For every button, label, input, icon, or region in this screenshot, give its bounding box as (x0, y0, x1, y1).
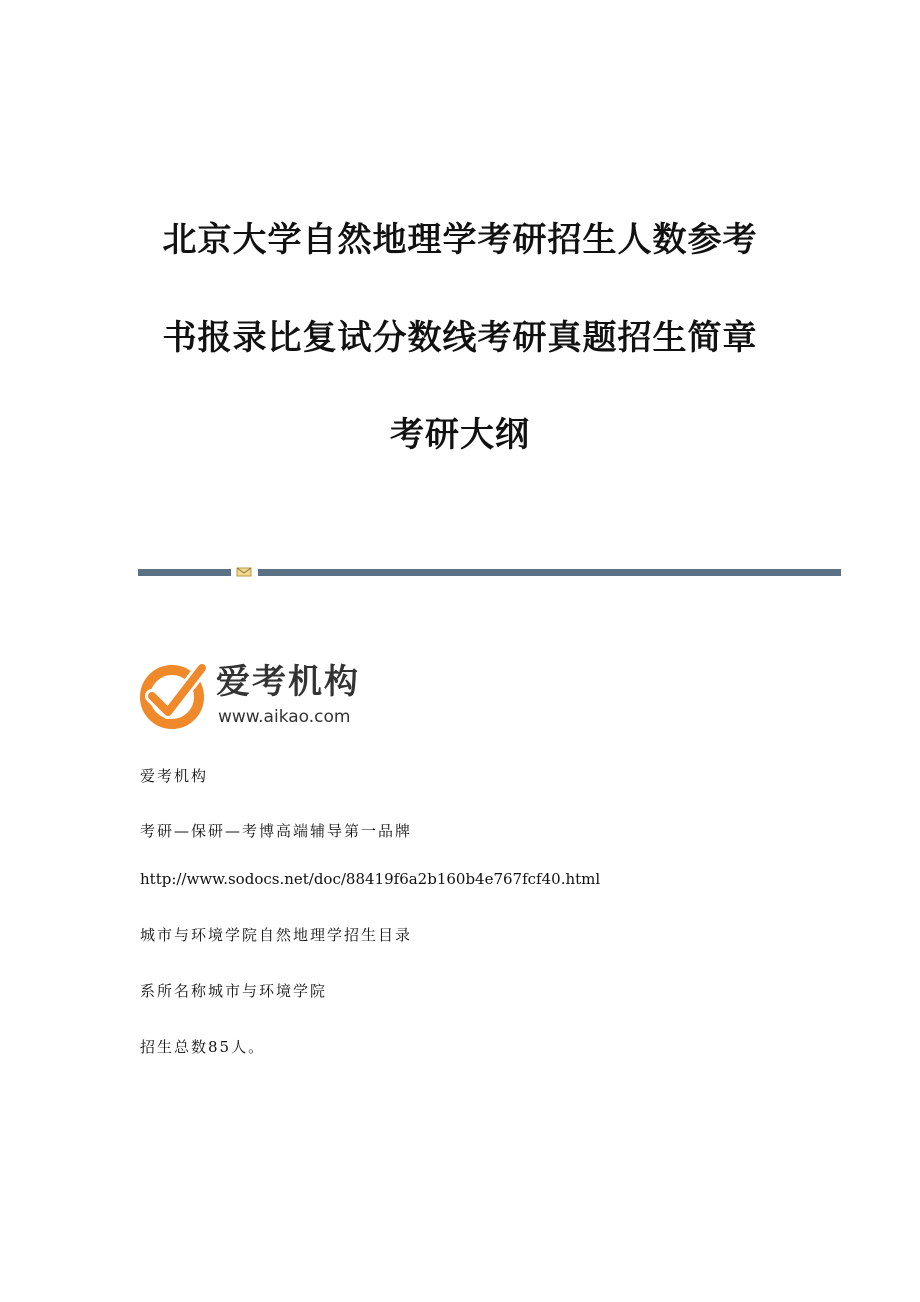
body-line-department: 系所名称城市与环境学院 (140, 982, 328, 1000)
body-line-org: 爱考机构 (140, 767, 209, 785)
divider-bar-right (258, 569, 841, 576)
title-line-1: 北京大学自然地理学考研招生人数参考 (162, 220, 758, 260)
aikao-logo (138, 660, 383, 732)
orange-checkmark-icon (138, 660, 208, 730)
body-line-catalog: 城市与环境学院自然地理学招生目录 (140, 926, 413, 944)
small-envelope-icon (236, 567, 252, 577)
body-line-slogan: 考研—保研—考博高端辅导第一品牌 (140, 822, 413, 840)
logo-name: 爱考机构 (216, 662, 360, 702)
title-line-2: 书报录比复试分数线考研真题招生简章 (162, 318, 758, 358)
divider-bar-left (138, 569, 231, 576)
section-divider (138, 567, 841, 577)
body-line-enrollment: 招生总数85人。 (140, 1038, 266, 1056)
title-line-3: 考研大纲 (390, 415, 530, 455)
body-line-link[interactable]: http://www.sodocs.net/doc/88419f6a2b160b4e767fcf40.html (140, 870, 601, 888)
logo-url: www.aikao.com (218, 707, 351, 727)
